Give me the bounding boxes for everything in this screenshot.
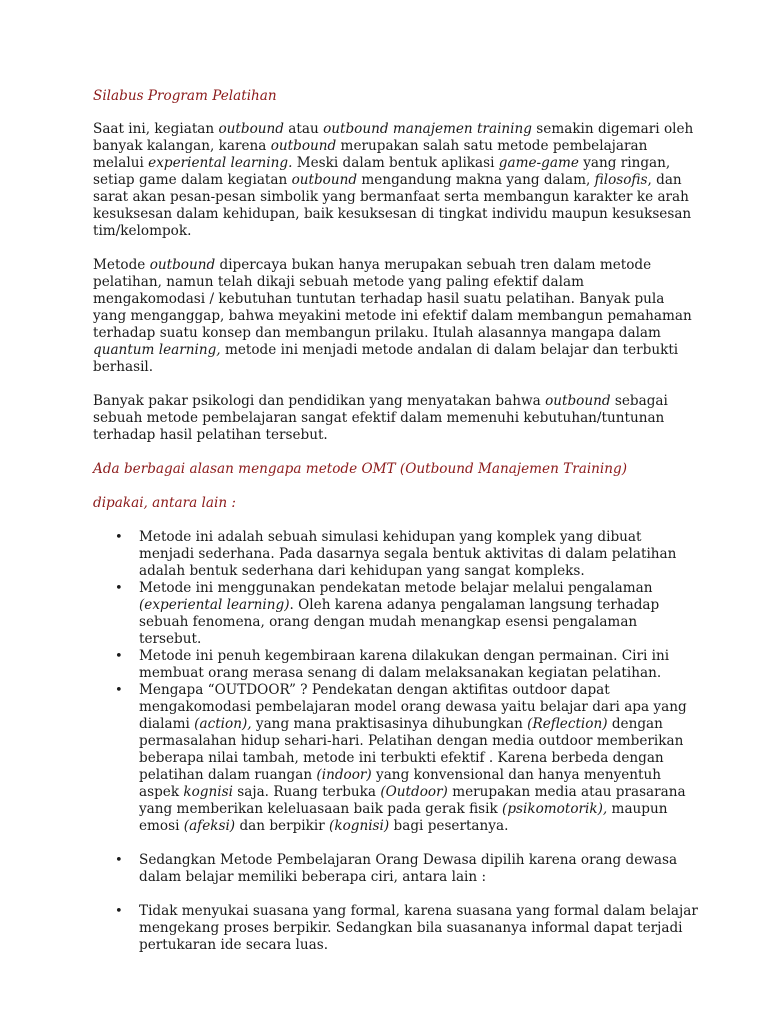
italic-text: (indoor)	[316, 767, 372, 783]
text-run: dan berpikir	[235, 818, 330, 834]
document-title: Silabus Program Pelatihan	[93, 88, 277, 104]
italic-text: (kognisi)	[329, 818, 390, 834]
bullet-icon: •	[115, 649, 123, 664]
italic-text: (experiental learning)	[139, 597, 290, 613]
list-item	[93, 682, 698, 835]
bullet-icon: •	[115, 904, 123, 919]
text-run: . Oleh karena adanya pengalaman langsung terhadap sebuah fenomena, orang dengan mudah menangkap esensi pengalaman tersebut.	[139, 597, 660, 647]
list-item-text	[139, 529, 676, 579]
italic-text: (psikomotorik),	[502, 801, 608, 817]
paragraph-outbound-method	[93, 257, 698, 376]
italic-text: kognisi	[183, 784, 233, 800]
text-run: atau	[283, 121, 324, 137]
text-run: yang ringan, setiap game dalam kegiatan	[93, 155, 671, 188]
text-run: mengandung makna yang dalam,	[357, 172, 595, 188]
text-run: Metode ini penuh kegembiraan karena dilakukan dengan permainan. Ciri ini membuat orang merasa senang di dalam melaksanakan kegiatan pelatihan.	[139, 648, 670, 681]
italic-text: (action),	[194, 716, 252, 732]
text-run: , dan sarat akan pesan-pesan simbolik yang bermanfaat serta membangun karakter ke arah kesuksesan dalam kehidupan, baik kesuksesan di tingkat individu maupun kesuksesan tim/kelompok.	[93, 172, 692, 239]
list-item	[93, 529, 698, 580]
reasons-list	[93, 529, 698, 954]
text-run: maupun emosi	[139, 801, 668, 834]
text-run: Tidak menyukai suasana yang formal, karena suasana yang formal dalam belajar mengekang proses berpikir. Sedangkan bila suasananya informal dapat terjadi pertukaran ide secara luas.	[139, 903, 698, 953]
list-item-text	[139, 852, 677, 885]
italic-text: outbound	[218, 121, 284, 137]
text-run: Saat ini, kegiatan	[93, 121, 219, 137]
list-item	[93, 852, 698, 886]
text-run: saja. Ruang terbuka	[232, 784, 381, 800]
section-intro-line: dipakai, antara lain :	[93, 495, 236, 511]
bullet-icon: •	[115, 853, 123, 868]
bullet-icon: •	[115, 683, 123, 698]
list-item-text	[139, 580, 659, 647]
bullet-icon: •	[115, 530, 123, 545]
text-run: Meski dalam bentuk aplikasi	[292, 155, 499, 171]
text-run: yang konvensional dan hanya menyentuh aspek	[139, 767, 662, 800]
italic-text: (Outdoor)	[380, 784, 448, 800]
text-run: yang mana praktisasinya dihubungkan	[251, 716, 528, 732]
list-item-text	[139, 648, 669, 681]
text-run: bagi pesertanya.	[389, 818, 509, 834]
text-run: Metode ini menggunakan pendekatan metode belajar melalui pengalaman	[139, 580, 653, 596]
italic-text: game-game	[498, 155, 579, 171]
bullet-icon: •	[115, 581, 123, 596]
italic-text: outbound	[545, 393, 611, 409]
list-item	[93, 580, 698, 648]
italic-text: experiental learning.	[148, 155, 293, 171]
list-item-text	[139, 682, 687, 834]
italic-text: outbound	[149, 257, 216, 273]
italic-text: outbound manajemen training	[323, 121, 532, 137]
italic-text: (afeksi)	[183, 818, 236, 834]
italic-text: filosofis	[594, 172, 648, 188]
italic-text: quantum learning,	[93, 342, 221, 358]
italic-text: outbound	[291, 172, 358, 188]
text-run: semakin digemari oleh banyak kalangan, karena	[93, 121, 694, 154]
text-run: metode ini menjadi metode andalan di dalam belajar dan terbukti berhasil.	[93, 342, 679, 375]
text-run: Metode ini adalah sebuah simulasi kehidupan yang komplek yang dibuat menjadi sederhana. Pada dasarnya segala bentuk aktivitas di dalam pelatihan adalah bentuk sederhana dari kehidupan yang sangat kompleks.	[139, 529, 677, 579]
text-run: merupakan media atau prasarana yang memberikan keleluasaan baik pada gerak fisik	[139, 784, 686, 817]
italic-text: (Reflection)	[527, 716, 608, 732]
section-heading: Ada berbagai alasan mengapa metode OMT (Outbound Manajemen Training)	[93, 461, 628, 477]
list-item	[93, 648, 698, 682]
list-item	[93, 903, 698, 954]
list-item-text	[139, 903, 698, 953]
text-run: sebagai sebuah metode pembelajaran sangat efektif dalam memenuhi kebutuhan/tuntunan terhadap hasil pelatihan tersebut.	[93, 393, 668, 443]
text-run: dengan permasalahan hidup sehari-hari. Pelatihan dengan media outdoor memberikan beberapa nilai tambah, metode ini terbukti efektif . Karena berbeda dengan pelatihan dalam ruangan	[139, 716, 684, 783]
text-run: Banyak pakar psikologi dan pendidikan yang menyatakan bahwa	[93, 393, 546, 409]
text-run: Mengapa “OUTDOOR” ? Pendekatan dengan aktifitas outdoor dapat mengakomodasi pembelajaran model orang dewasa yaitu belajar dari apa yang dialami	[139, 682, 687, 732]
text-run: Metode	[93, 257, 150, 273]
text-run: dipercaya bukan hanya merupakan sebuah tren dalam metode pelatihan, namun telah dikaji sebuah metode yang paling efektif dalam mengakomodasi / kebutuhan tuntutan terhadap hasil suatu pelatihan. Banyak pula yang menganggap, bahwa meyakini metode ini efektif dalam membangun pemahaman terhadap suatu konsep dan membangun prilaku. Itulah alasannya mangapa dalam	[93, 257, 692, 341]
paragraph-intro	[93, 121, 698, 240]
paragraph-experts	[93, 393, 698, 444]
text-run: merupakan salah satu metode pembelajaran melalui	[93, 138, 648, 171]
italic-text: outbound	[270, 138, 337, 154]
text-run: Sedangkan Metode Pembelajaran Orang Dewasa dipilih karena orang dewasa dalam belajar memiliki beberapa ciri, antara lain :	[139, 852, 678, 885]
